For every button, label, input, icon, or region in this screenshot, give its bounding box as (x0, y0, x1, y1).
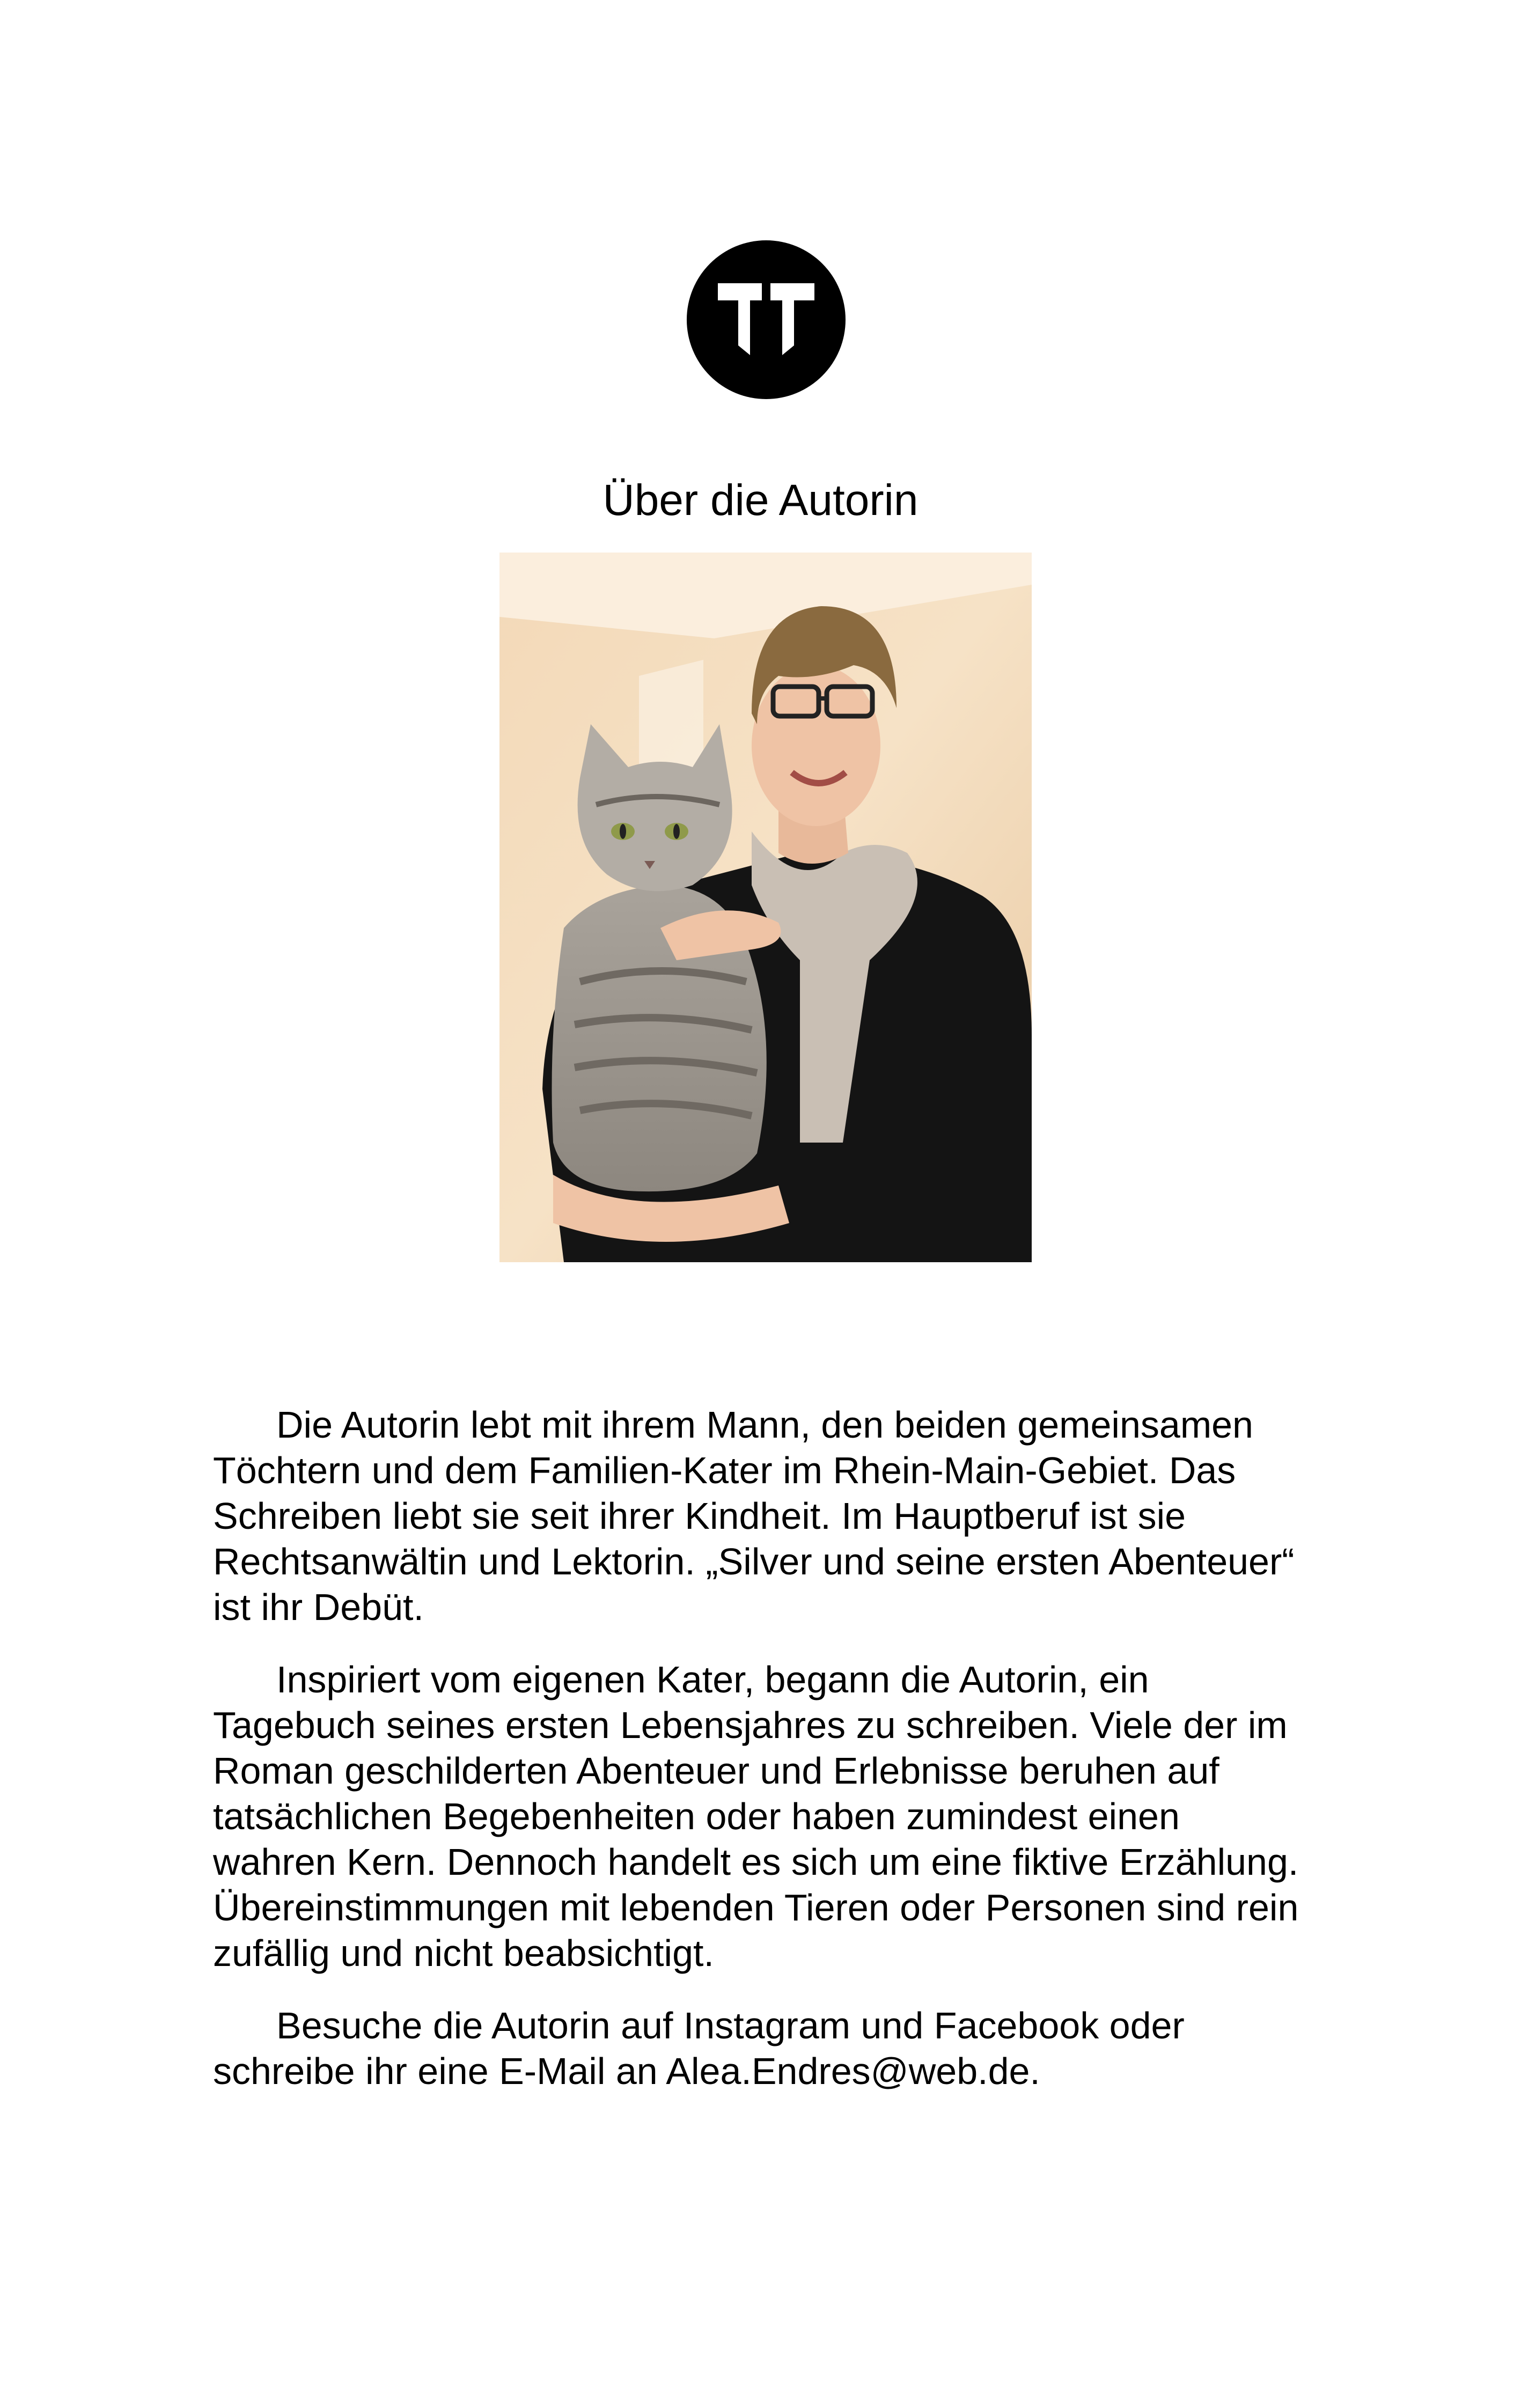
author-with-cat-photo (499, 553, 1032, 1262)
author-bio (213, 1402, 1310, 2121)
page-title: Über die Autorin (602, 476, 919, 525)
contact-paragraph: Besuche die Autorin auf Instagram und Facebook oder schreibe ihr eine E-Mail an Alea.Endres@web.de. (213, 2005, 1185, 2092)
bio-paragraph: Die Autorin lebt mit ihrem Mann, den beiden gemeinsamen Töchtern und dem Familien-Kater im Rhein-Main-Gebiet. Das Schreiben liebt sie seit ihrer Kindheit. Im Hauptberuf ist sie Rechtsanwältin und Lektorin. „Silver und seine ersten Abenteuer“ ist ihr Debüt. (213, 1404, 1295, 1628)
publisher-logo-icon (687, 240, 846, 399)
bio-paragraph: Inspiriert vom eigenen Kater, begann die Autorin, ein Tagebuch seines ersten Lebensjahres zu schreiben. Viele der im Roman geschilderten Abenteuer und Erlebnisse beruhen auf tatsächlichen Begebenheiten oder haben zumindest einen wahren Kern. Dennoch handelt es sich um eine fiktive Erzählung. Übereinstimmungen mit lebenden Tieren oder Personen sind rein zufällig und nicht beabsichtigt. (213, 1659, 1299, 1974)
